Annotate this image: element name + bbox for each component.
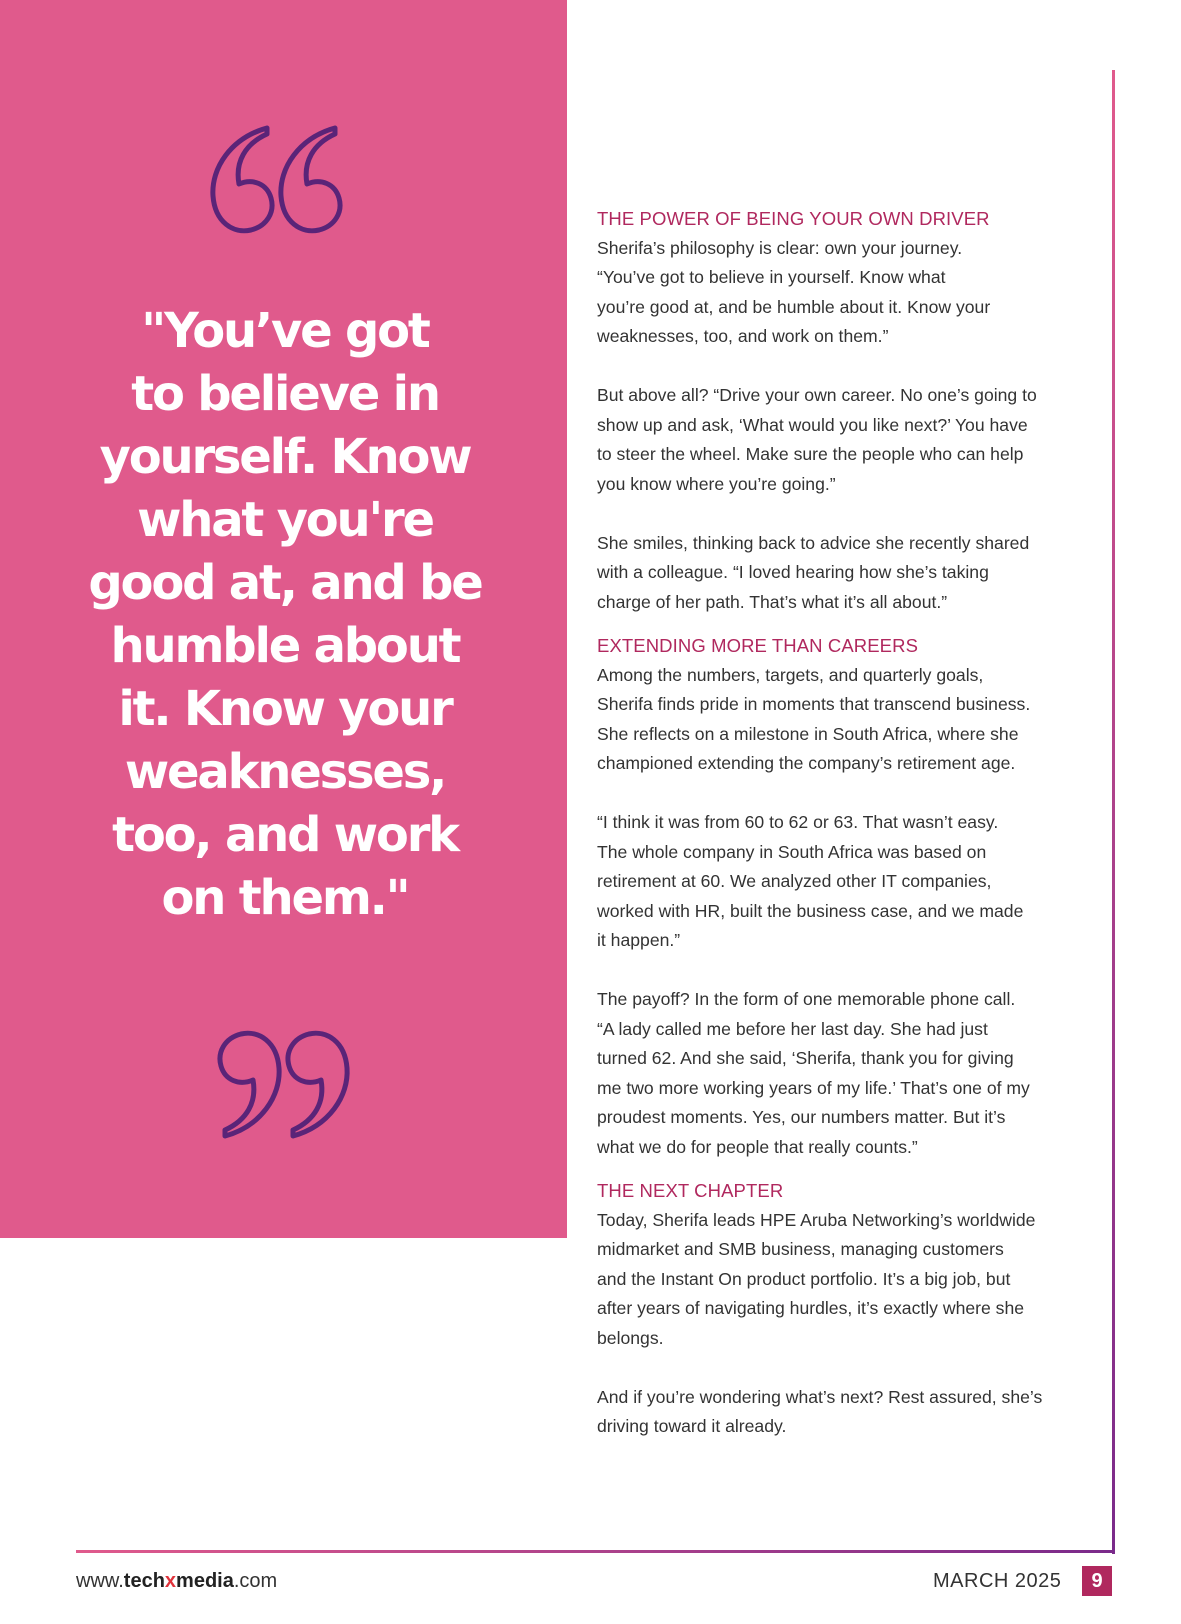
text-line: But above all? “Drive your own career. No one’s going to xyxy=(597,385,1037,405)
text-line: me two more working years of my life.’ That’s one of my xyxy=(597,1077,1030,1098)
footer-url-suffix: .com xyxy=(233,1570,278,1592)
pull-quote-line: "You’ve got xyxy=(141,303,429,359)
text-line: and the Instant On product portfolio. It’s a big job, but xyxy=(597,1268,1011,1289)
section-power-of-being-your-own-driver xyxy=(597,204,1097,617)
open-quote-icon xyxy=(205,122,355,242)
text-line: midmarket and SMB business, managing customers xyxy=(597,1239,1004,1259)
text-line: you’re good at, and be humble about it. Know your xyxy=(597,296,991,317)
paragraph xyxy=(597,381,1097,499)
paragraph xyxy=(597,234,1097,352)
pull-quote-line: yourself. Know xyxy=(99,429,471,485)
section-heading: THE POWER OF BEING YOUR OWN DRIVER xyxy=(597,208,990,229)
page-number-badge: 9 xyxy=(1082,1566,1112,1596)
bottom-border-rule xyxy=(76,1550,1115,1553)
paragraph xyxy=(597,1383,1097,1442)
text-line: Sherifa’s philosophy is clear: own your journey. xyxy=(597,237,963,258)
right-border-rule xyxy=(1112,70,1115,1554)
text-line: And if you’re wondering what’s next? Rest assured, she’s xyxy=(597,1386,1043,1407)
text-line: weaknesses, too, and work on them.” xyxy=(597,326,889,346)
text-line: with a colleague. “I loved hearing how she’s taking xyxy=(597,562,989,582)
text-line: to steer the wheel. Make sure the people who can help xyxy=(597,444,1024,464)
text-line: it happen.” xyxy=(597,930,681,950)
text-line: Among the numbers, targets, and quarterly goals, xyxy=(597,664,984,685)
pull-quote-text xyxy=(60,300,510,930)
footer-url-prefix: www. xyxy=(76,1570,124,1592)
text-line: championed extending the company’s retirement age. xyxy=(597,753,1016,773)
text-line: The payoff? In the form of one memorable phone call. xyxy=(597,989,1016,1009)
pull-quote-line: it. Know your xyxy=(118,681,452,737)
paragraph xyxy=(597,808,1097,956)
section-extending-more-than-careers xyxy=(597,631,1097,1162)
text-line: retirement at 60. We analyzed other IT companies, xyxy=(597,871,992,891)
text-line: turned 62. And she said, ‘Sherifa, thank you for giving xyxy=(597,1048,1014,1068)
text-line: worked with HR, built the business case, and we made xyxy=(597,900,1024,921)
text-line: you know where you’re going.” xyxy=(597,473,836,494)
text-line: proudest moments. Yes, our numbers matter. But it’s xyxy=(597,1107,1006,1127)
pull-quote-panel xyxy=(0,0,567,1238)
paragraph xyxy=(597,1206,1097,1354)
text-line: Sherifa finds pride in moments that transcend business. xyxy=(597,694,1031,714)
text-line: The whole company in South Africa was based on xyxy=(597,841,987,862)
pull-quote-line: on them." xyxy=(161,870,409,926)
footer-brand-media: media xyxy=(176,1570,234,1592)
pull-quote-line: good at, and be xyxy=(88,555,482,611)
paragraph xyxy=(597,985,1097,1162)
text-line: “You’ve got to believe in yourself. Know what xyxy=(597,267,946,287)
paragraph xyxy=(597,661,1097,779)
pull-quote-line: humble about xyxy=(110,618,460,674)
pull-quote-line: too, and work xyxy=(112,807,458,863)
footer-website[interactable] xyxy=(76,1570,277,1593)
text-line: what we do for people that really counts.” xyxy=(597,1136,918,1157)
pull-quote-line: weaknesses, xyxy=(124,744,446,800)
pull-quote-line: what you're xyxy=(137,492,433,548)
section-the-next-chapter xyxy=(597,1176,1097,1442)
section-heading: EXTENDING MORE THAN CAREERS xyxy=(597,635,919,656)
section-heading: THE NEXT CHAPTER xyxy=(597,1180,784,1201)
text-line: belongs. xyxy=(597,1327,664,1348)
footer-issue-date: MARCH 2025 xyxy=(933,1570,1062,1592)
article-body xyxy=(597,204,1097,1471)
close-quote-icon xyxy=(205,1022,355,1142)
pull-quote-line: to believe in xyxy=(131,366,439,422)
text-line: She reflects on a milestone in South Africa, where she xyxy=(597,723,1019,744)
text-line: Today, Sherifa leads HPE Aruba Networking’s worldwide xyxy=(597,1209,1036,1230)
text-line: “I think it was from 60 to 62 or 63. That wasn’t easy. xyxy=(597,812,999,832)
text-line: charge of her path. That’s what it’s all about.” xyxy=(597,591,948,612)
footer-brand-tech: tech xyxy=(123,1570,165,1592)
footer-brand-x: x xyxy=(164,1570,177,1592)
text-line: “A lady called me before her last day. She had just xyxy=(597,1018,988,1039)
text-line: show up and ask, ‘What would you like next?’ You have xyxy=(597,414,1028,435)
text-line: driving toward it already. xyxy=(597,1416,787,1436)
text-line: She smiles, thinking back to advice she recently shared xyxy=(597,532,1030,553)
paragraph xyxy=(597,529,1097,618)
text-line: after years of navigating hurdles, it’s exactly where she xyxy=(597,1298,1025,1318)
